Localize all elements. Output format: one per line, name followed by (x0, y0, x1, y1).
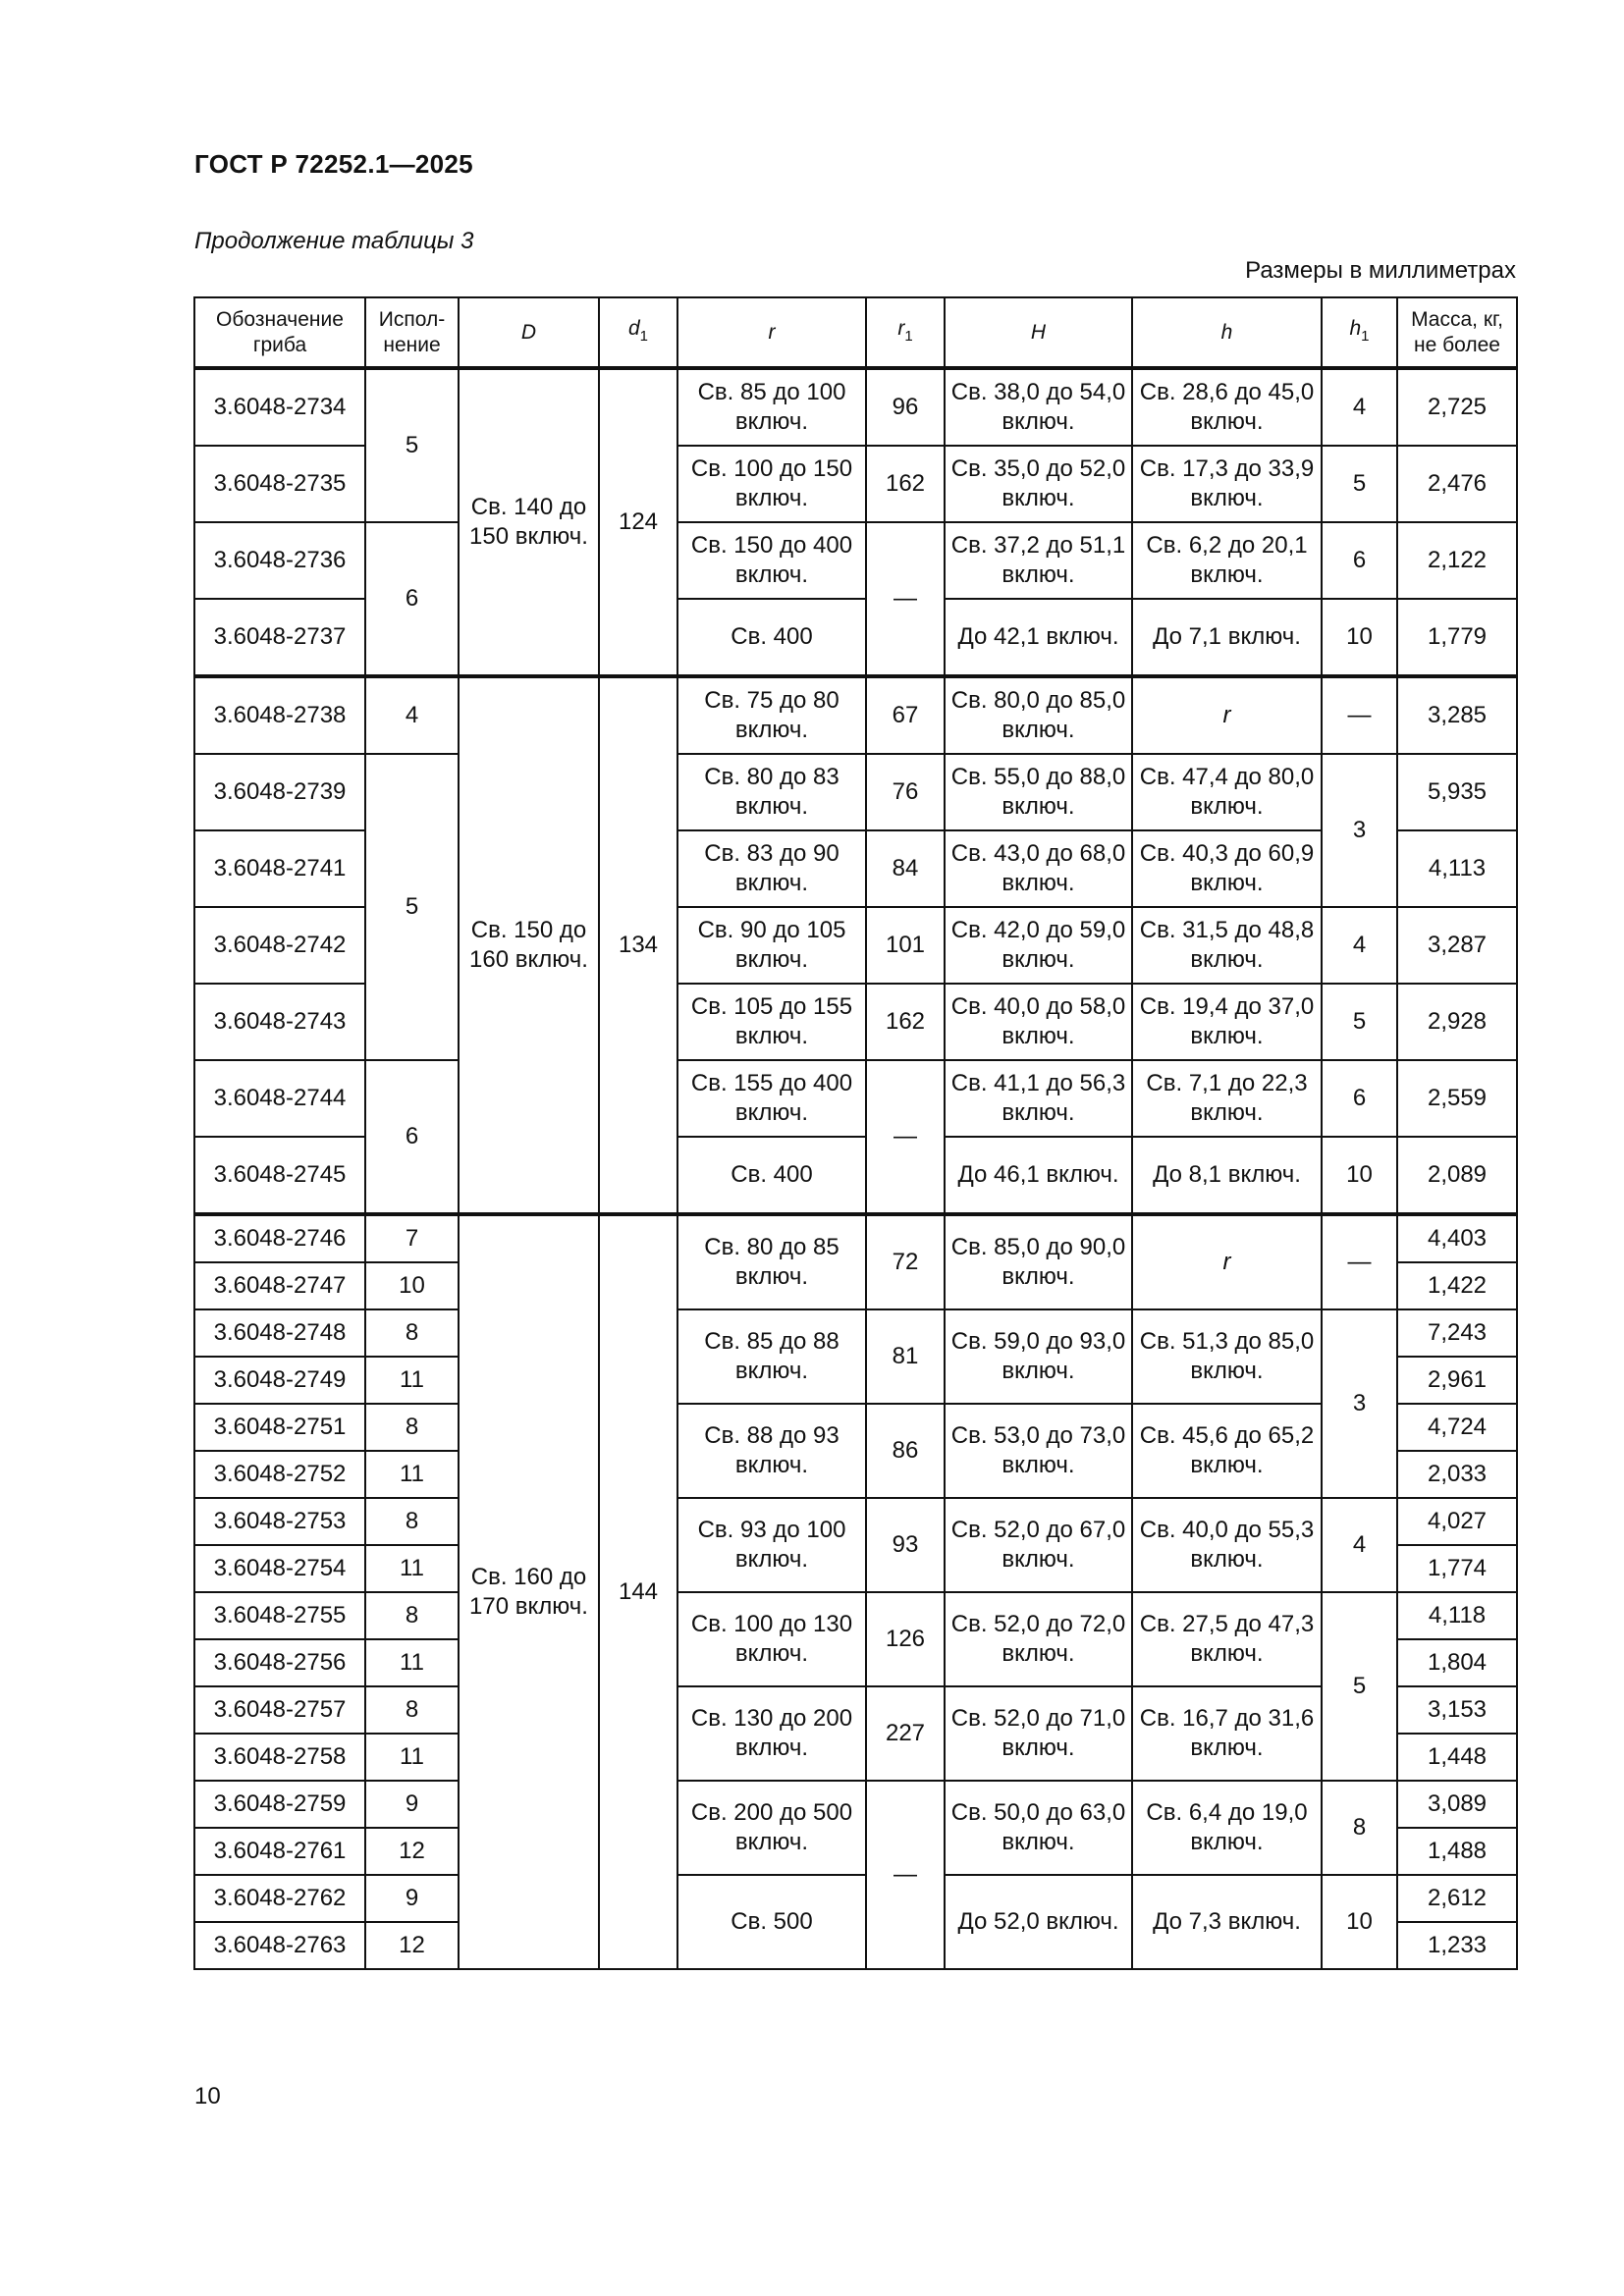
mass-cell: 1,774 (1397, 1545, 1517, 1592)
designation-cell: 3.6048-2757 (194, 1686, 365, 1734)
units-note: Размеры в миллиметрах (1245, 257, 1516, 284)
mass-cell: 1,422 (1397, 1262, 1517, 1309)
designation-cell: 3.6048-2745 (194, 1137, 365, 1214)
r-cell: Св. 85 до 100 включ. (677, 368, 866, 446)
mass-cell: 4,724 (1397, 1404, 1517, 1451)
r-cell: Св. 85 до 88 включ. (677, 1309, 866, 1404)
page-number: 10 (194, 2083, 221, 2109)
r1-cell: 76 (866, 754, 945, 830)
ispolnenie-cell: 11 (365, 1357, 459, 1404)
H-cell: До 46,1 включ. (945, 1137, 1132, 1214)
designation-cell: 3.6048-2754 (194, 1545, 365, 1592)
h1-cell: 10 (1322, 1137, 1397, 1214)
H-cell: Св. 59,0 до 93,0 включ. (945, 1309, 1132, 1404)
col-header-d1: $d_1$ (599, 297, 677, 368)
mass-cell: 1,488 (1397, 1828, 1517, 1875)
col-header-mass: Масса, кг, не более (1397, 297, 1517, 368)
ispolnenie-cell: 10 (365, 1262, 459, 1309)
col-header-designation: Обозначение гриба (194, 297, 365, 368)
H-cell: Св. 53,0 до 73,0 включ. (945, 1404, 1132, 1498)
r-cell: Св. 150 до 400 включ. (677, 522, 866, 599)
mass-cell: 1,804 (1397, 1639, 1517, 1686)
ispolnenie-cell: 9 (365, 1875, 459, 1922)
h1-cell: 10 (1322, 1875, 1397, 1969)
h1-cell: 4 (1322, 1498, 1397, 1592)
H-cell: Св. 52,0 до 67,0 включ. (945, 1498, 1132, 1592)
designation-cell: 3.6048-2751 (194, 1404, 365, 1451)
r1-cell: — (866, 1781, 945, 1969)
ispolnenie-cell: 5 (365, 754, 459, 1060)
designation-cell: 3.6048-2735 (194, 446, 365, 522)
designation-cell: 3.6048-2753 (194, 1498, 365, 1545)
h1-cell: 5 (1322, 446, 1397, 522)
h1-cell: — (1322, 676, 1397, 754)
mass-cell: 1,233 (1397, 1922, 1517, 1969)
h-cell: Св. 51,3 до 85,0 включ. (1132, 1309, 1322, 1404)
h1-cell: 4 (1322, 907, 1397, 984)
r-cell: Св. 83 до 90 включ. (677, 830, 866, 907)
r-cell: Св. 200 до 500 включ. (677, 1781, 866, 1875)
r1-cell: 72 (866, 1214, 945, 1309)
designation-cell: 3.6048-2746 (194, 1214, 365, 1262)
col-header-D: D (459, 297, 599, 368)
designation-cell: 3.6048-2743 (194, 984, 365, 1060)
table-row (194, 754, 1517, 830)
table-row (194, 1592, 1517, 1639)
ispolnenie-cell: 11 (365, 1734, 459, 1781)
h1-cell: 3 (1322, 1309, 1397, 1498)
d1-cell: 134 (599, 676, 677, 1214)
mass-cell: 4,118 (1397, 1592, 1517, 1639)
H-cell: Св. 80,0 до 85,0 включ. (945, 676, 1132, 754)
designation-cell: 3.6048-2739 (194, 754, 365, 830)
D-cell: Св. 140 до 150 включ. (459, 368, 599, 676)
r-cell: Св. 500 (677, 1875, 866, 1969)
ispolnenie-cell: 5 (365, 368, 459, 522)
r-cell: Св. 105 до 155 включ. (677, 984, 866, 1060)
col-header-r1: $r_1$ (866, 297, 945, 368)
col-header-H: H (945, 297, 1132, 368)
mass-cell: 1,779 (1397, 599, 1517, 676)
designation-cell: 3.6048-2755 (194, 1592, 365, 1639)
r-cell: Св. 80 до 83 включ. (677, 754, 866, 830)
mass-cell: 4,027 (1397, 1498, 1517, 1545)
table-row (194, 1060, 1517, 1137)
h-cell: Св. 40,0 до 55,3 включ. (1132, 1498, 1322, 1592)
designation-cell: 3.6048-2736 (194, 522, 365, 599)
h-cell: Св. 16,7 до 31,6 включ. (1132, 1686, 1322, 1781)
designation-cell: 3.6048-2738 (194, 676, 365, 754)
r1-cell: 84 (866, 830, 945, 907)
ispolnenie-cell: 6 (365, 522, 459, 676)
r1-cell: 162 (866, 446, 945, 522)
r-cell: Св. 80 до 85 включ. (677, 1214, 866, 1309)
h1-cell: 5 (1322, 984, 1397, 1060)
H-cell: До 42,1 включ. (945, 599, 1132, 676)
document-title: ГОСТ Р 72252.1—2025 (194, 149, 473, 179)
designation-cell: 3.6048-2742 (194, 907, 365, 984)
h-cell: Св. 6,4 до 19,0 включ. (1132, 1781, 1322, 1875)
designation-cell: 3.6048-2763 (194, 1922, 365, 1969)
mass-cell: 2,928 (1397, 984, 1517, 1060)
h-cell: r (1132, 676, 1322, 754)
designation-cell: 3.6048-2741 (194, 830, 365, 907)
r-cell: Св. 155 до 400 включ. (677, 1060, 866, 1137)
r1-cell: — (866, 1060, 945, 1214)
table-header-row (194, 297, 1517, 368)
ispolnenie-cell: 6 (365, 1060, 459, 1214)
table-continuation-caption: Продолжение таблицы 3 (194, 228, 474, 254)
H-cell: Св. 37,2 до 51,1 включ. (945, 522, 1132, 599)
h-cell: Св. 47,4 до 80,0 включ. (1132, 754, 1322, 830)
r1-cell: 81 (866, 1309, 945, 1404)
table-row (194, 522, 1517, 599)
col-header-r: r (677, 297, 866, 368)
r-cell: Св. 400 (677, 1137, 866, 1214)
H-cell: Св. 52,0 до 71,0 включ. (945, 1686, 1132, 1781)
col-header-ispolnenie: Испол-нение (365, 297, 459, 368)
r-cell: Св. 88 до 93 включ. (677, 1404, 866, 1498)
h-cell: Св. 6,2 до 20,1 включ. (1132, 522, 1322, 599)
h-cell: Св. 40,3 до 60,9 включ. (1132, 830, 1322, 907)
H-cell: Св. 50,0 до 63,0 включ. (945, 1781, 1132, 1875)
d1-cell: 144 (599, 1214, 677, 1969)
D-cell: Св. 160 до 170 включ. (459, 1214, 599, 1969)
h1-cell: 4 (1322, 368, 1397, 446)
h-cell: r (1132, 1214, 1322, 1309)
designation-cell: 3.6048-2752 (194, 1451, 365, 1498)
H-cell: Св. 43,0 до 68,0 включ. (945, 830, 1132, 907)
designation-cell: 3.6048-2759 (194, 1781, 365, 1828)
mass-cell: 3,285 (1397, 676, 1517, 754)
h-cell: До 7,3 включ. (1132, 1875, 1322, 1969)
mass-cell: 2,559 (1397, 1060, 1517, 1137)
H-cell: Св. 41,1 до 56,3 включ. (945, 1060, 1132, 1137)
col-header-h: h (1132, 297, 1322, 368)
h1-cell: 6 (1322, 1060, 1397, 1137)
mass-cell: 2,033 (1397, 1451, 1517, 1498)
ispolnenie-cell: 4 (365, 676, 459, 754)
h-cell: Св. 17,3 до 33,9 включ. (1132, 446, 1322, 522)
ispolnenie-cell: 12 (365, 1828, 459, 1875)
r-cell: Св. 75 до 80 включ. (677, 676, 866, 754)
h-cell: Св. 27,5 до 47,3 включ. (1132, 1592, 1322, 1686)
r1-cell: — (866, 522, 945, 676)
ispolnenie-cell: 11 (365, 1451, 459, 1498)
r-cell: Св. 100 до 150 включ. (677, 446, 866, 522)
ispolnenie-cell: 11 (365, 1639, 459, 1686)
H-cell: До 52,0 включ. (945, 1875, 1132, 1969)
d1-cell: 124 (599, 368, 677, 676)
table-row (194, 1686, 1517, 1734)
designation-cell: 3.6048-2747 (194, 1262, 365, 1309)
r1-cell: 126 (866, 1592, 945, 1686)
ispolnenie-cell: 8 (365, 1498, 459, 1545)
h-cell: Св. 31,5 до 48,8 включ. (1132, 907, 1322, 984)
designation-cell: 3.6048-2761 (194, 1828, 365, 1875)
table-row (194, 1214, 1517, 1262)
designation-cell: 3.6048-2737 (194, 599, 365, 676)
D-cell: Св. 150 до 160 включ. (459, 676, 599, 1214)
h1-cell: 3 (1322, 754, 1397, 907)
r-cell: Св. 400 (677, 599, 866, 676)
designation-cell: 3.6048-2748 (194, 1309, 365, 1357)
h-cell: Св. 7,1 до 22,3 включ. (1132, 1060, 1322, 1137)
mass-cell: 7,243 (1397, 1309, 1517, 1357)
table-row (194, 676, 1517, 754)
designation-cell: 3.6048-2749 (194, 1357, 365, 1404)
table-row (194, 368, 1517, 446)
h-cell: Св. 45,6 до 65,2 включ. (1132, 1404, 1322, 1498)
h-cell: Св. 19,4 до 37,0 включ. (1132, 984, 1322, 1060)
designation-cell: 3.6048-2756 (194, 1639, 365, 1686)
designation-cell: 3.6048-2734 (194, 368, 365, 446)
mass-cell: 4,403 (1397, 1214, 1517, 1262)
h1-cell: 10 (1322, 599, 1397, 676)
ispolnenie-cell: 8 (365, 1404, 459, 1451)
designation-cell: 3.6048-2744 (194, 1060, 365, 1137)
h1-cell: 6 (1322, 522, 1397, 599)
table-row (194, 1309, 1517, 1357)
h-cell: До 8,1 включ. (1132, 1137, 1322, 1214)
ispolnenie-cell: 8 (365, 1592, 459, 1639)
r1-cell: 162 (866, 984, 945, 1060)
r1-cell: 93 (866, 1498, 945, 1592)
ispolnenie-cell: 8 (365, 1309, 459, 1357)
H-cell: Св. 52,0 до 72,0 включ. (945, 1592, 1132, 1686)
mass-cell: 1,448 (1397, 1734, 1517, 1781)
designation-cell: 3.6048-2762 (194, 1875, 365, 1922)
mass-cell: 3,089 (1397, 1781, 1517, 1828)
table-row (194, 1404, 1517, 1451)
table-row (194, 1498, 1517, 1545)
h-cell: До 7,1 включ. (1132, 599, 1322, 676)
mass-cell: 2,725 (1397, 368, 1517, 446)
r-cell: Св. 130 до 200 включ. (677, 1686, 866, 1781)
h1-cell: 5 (1322, 1592, 1397, 1781)
mass-cell: 2,122 (1397, 522, 1517, 599)
ispolnenie-cell: 9 (365, 1781, 459, 1828)
ispolnenie-cell: 8 (365, 1686, 459, 1734)
mass-cell: 3,287 (1397, 907, 1517, 984)
mass-cell: 2,089 (1397, 1137, 1517, 1214)
H-cell: Св. 40,0 до 58,0 включ. (945, 984, 1132, 1060)
table-row (194, 1781, 1517, 1828)
col-header-h1: $h_1$ (1322, 297, 1397, 368)
r-cell: Св. 90 до 105 включ. (677, 907, 866, 984)
ispolnenie-cell: 7 (365, 1214, 459, 1262)
r1-cell: 101 (866, 907, 945, 984)
H-cell: Св. 42,0 до 59,0 включ. (945, 907, 1132, 984)
mass-cell: 2,961 (1397, 1357, 1517, 1404)
mass-cell: 2,476 (1397, 446, 1517, 522)
r1-cell: 67 (866, 676, 945, 754)
H-cell: Св. 35,0 до 52,0 включ. (945, 446, 1132, 522)
mass-cell: 5,935 (1397, 754, 1517, 830)
r-cell: Св. 93 до 100 включ. (677, 1498, 866, 1592)
r1-cell: 227 (866, 1686, 945, 1781)
ispolnenie-cell: 12 (365, 1922, 459, 1969)
H-cell: Св. 55,0 до 88,0 включ. (945, 754, 1132, 830)
H-cell: Св. 38,0 до 54,0 включ. (945, 368, 1132, 446)
h-cell: Св. 28,6 до 45,0 включ. (1132, 368, 1322, 446)
mass-cell: 2,612 (1397, 1875, 1517, 1922)
h1-cell: 8 (1322, 1781, 1397, 1875)
designation-cell: 3.6048-2758 (194, 1734, 365, 1781)
h1-cell: — (1322, 1214, 1397, 1309)
r-cell: Св. 100 до 130 включ. (677, 1592, 866, 1686)
ispolnenie-cell: 11 (365, 1545, 459, 1592)
H-cell: Св. 85,0 до 90,0 включ. (945, 1214, 1132, 1309)
mass-cell: 3,153 (1397, 1686, 1517, 1734)
table-row (194, 1875, 1517, 1922)
r1-cell: 86 (866, 1404, 945, 1498)
mass-cell: 4,113 (1397, 830, 1517, 907)
r1-cell: 96 (866, 368, 945, 446)
dimensions-table (193, 296, 1518, 1970)
